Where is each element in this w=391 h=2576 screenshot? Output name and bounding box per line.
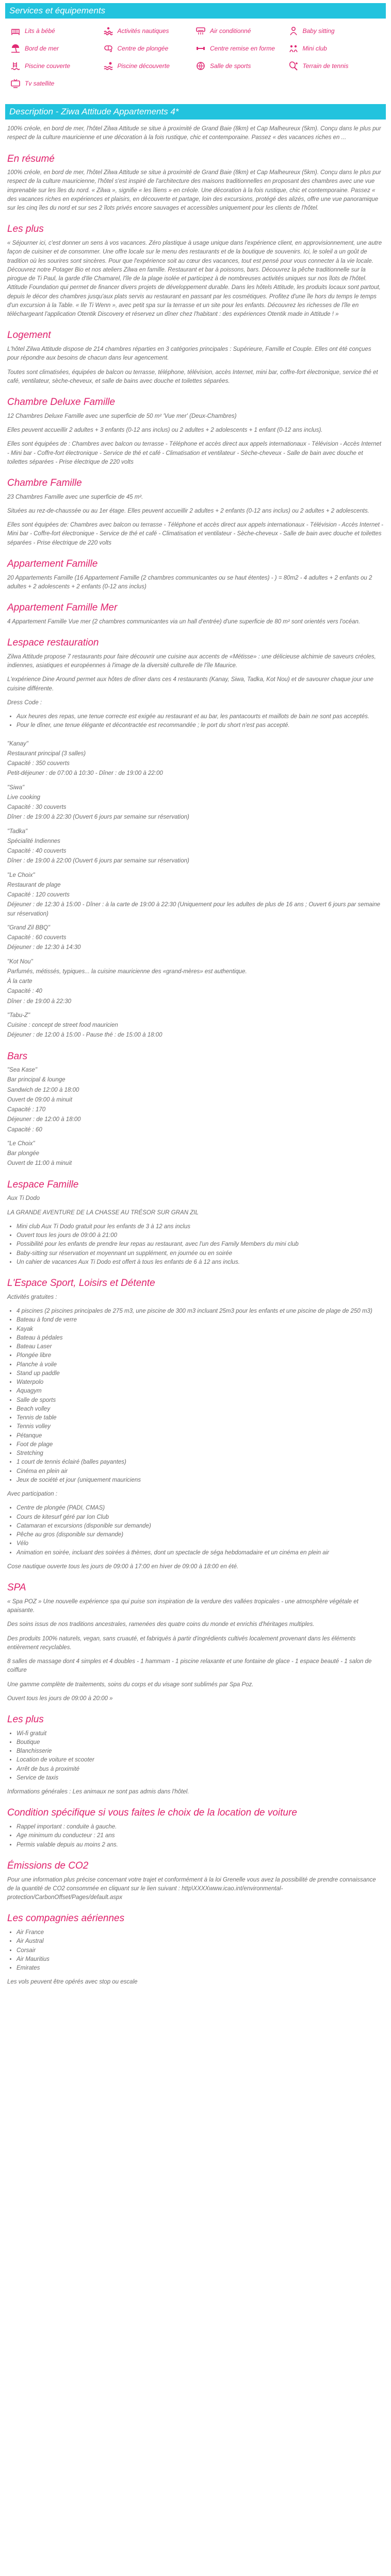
beach-icon bbox=[10, 43, 21, 54]
dumbbell-icon bbox=[196, 43, 206, 54]
pool-outdoor-icon bbox=[103, 61, 113, 71]
list-item: • Un cahier de vacances Aux Ti Dodo est offert à tous les enfants de 6 à 12 ans inclus. bbox=[17, 1258, 384, 1267]
paragraph: 20 Appartements Famille (16 Appartement Famille (2 chambres communicantes ou se haut étentes) - ) = 80m2 - 4 adultes + 2 enfants ou 2 adultes + 2 adolescents + 2 enfants (0-12 ans inclus) bbox=[7, 574, 372, 590]
paragraph: « Spa POZ » Une nouvelle expérience spa qui puise son inspiration de la verdure des vallées tropicales - une atmosphère végétale et apaisante. bbox=[7, 1598, 359, 1614]
equipment-centre-de-plongee bbox=[103, 43, 196, 54]
equipment-bord-de-mer bbox=[10, 43, 103, 54]
paragraph: L'hôtel Zilwa Attitude dispose de 214 chambres réparties en 3 catégories principales : Supérieure, Famille et Couple. Elles ont été conçues pour répondre aux besoins de chacun dans leur agencement. bbox=[7, 346, 371, 362]
equipment-label: Salle de sports bbox=[210, 62, 251, 70]
paragraph: Des soins issus de nos traditions ancestrales, ramenées des quatre coins du monde et enrichis d'héritages multiples. bbox=[7, 1621, 315, 1628]
paragraph: Toutes sont climatisées, équipées de balcon ou terrasse, téléphone, télévision, accès Internet, mini bar, coffre-fort électronique, service thé et café, ventilateur, sèche-cheveux, et salle de bains avec douche et toilettes séparées. bbox=[7, 369, 378, 384]
list-item: • Stand up paddle bbox=[17, 1369, 384, 1378]
paragraph: Elles peuvent accueillir 2 adultes + 3 enfants (0-12 ans inclus) ou 2 adultes + 2 adolescents + 1 enfant (0-12 ans inclus). bbox=[7, 427, 323, 433]
equipment-air-conditionne bbox=[196, 26, 288, 36]
section-title-appartement-famille: Appartement Famille bbox=[7, 558, 98, 569]
info-line: Sandwich de 12:00 à 18:00 bbox=[7, 1087, 79, 1093]
info-line: Ouvert de 11:00 à minuit bbox=[7, 1160, 72, 1167]
info-line: "Le Choix" bbox=[7, 872, 35, 878]
list-item: • Tennis de table bbox=[17, 1414, 384, 1422]
description-intro: 100% créole, en bord de mer, l'hôtel Zilwa Attitude se situe à proximité de Grand Baie (8km) et Cap Malheureux (5km). Conçu dans le plus pur respect de la culture mauricienne et une décoration à la fois rustique, chic et contemporaine. Passez « des vacances riches en ... bbox=[7, 126, 381, 141]
pool-icon bbox=[10, 61, 21, 71]
list-item: • Bateau Laser bbox=[17, 1343, 384, 1351]
list-item: • Pour le dîner, une tenue élégante et décontractée est recommandée ; le port du short n'est pas accepté. bbox=[17, 721, 384, 730]
equipment-label: Piscine découverte bbox=[117, 62, 170, 70]
section-title-chambre-famille: Chambre Famille bbox=[7, 478, 82, 488]
bullet-list bbox=[17, 1928, 384, 1973]
equipment-label: Air conditionné bbox=[210, 27, 251, 35]
bullet-list bbox=[17, 1504, 384, 1557]
equipments-grid bbox=[5, 19, 386, 96]
baby-icon bbox=[288, 26, 299, 36]
info-line: Déjeuner : de 12:00 à 18:00 bbox=[7, 1116, 81, 1123]
list-item: • Cinéma en plein air bbox=[17, 1467, 384, 1476]
info-line: Parfumés, métissés, typiques... la cuisine mauricienne des «grand-mères» est authentique. bbox=[7, 968, 247, 975]
info-line: Capacité : 120 couverts bbox=[7, 892, 70, 898]
list-item: • Permis valable depuis au moins 2 ans. bbox=[17, 1841, 384, 1850]
equipment-piscine-couverte bbox=[10, 61, 103, 71]
list-item: • Catamaran et excursions (disponible sur demande) bbox=[17, 1522, 384, 1531]
info-line: Spécialité Indiennes bbox=[7, 838, 60, 844]
info-line: Bar principal & lounge bbox=[7, 1077, 66, 1083]
paragraph: Une gamme complète de traitements, soins du corps et du visage sont sublimés par Spa Poz. bbox=[7, 1681, 254, 1688]
section-title-emissions-de-co2: Émissions de CO2 bbox=[7, 1860, 89, 1871]
section-title-les-compagnies-aeriennes: Les compagnies aériennes bbox=[7, 1913, 125, 1924]
paragraph: 8 salles de massage dont 4 simples et 4 doubles - 1 hammam - 1 piscine relaxante et une fontaine de glace - 1 espace beauté - 1 salon de coiffure bbox=[7, 1658, 372, 1674]
info-line: Dîner : de 19:00 à 22:00 (Ouvert 6 jours par semaine sur réservation) bbox=[7, 858, 189, 865]
equipment-label: Terrain de tennis bbox=[302, 62, 349, 70]
info-block bbox=[7, 871, 384, 919]
list-item: • Centre de plongée (PADI, CMAS) bbox=[17, 1504, 384, 1513]
list-item: • Pêche au gros (disponible sur demande) bbox=[17, 1531, 384, 1539]
info-line: Restaurant principal (3 salles) bbox=[7, 750, 86, 757]
paragraph: Zilwa Attitude propose 7 restaurants pour faire découvrir une cuisine aux accents de «Métisse» : une délicieuse alchimie de saveurs créoles, indiennes, asiatiques et européennes à l'image de la diversité culturelle de l'île Maurice. bbox=[7, 653, 376, 669]
paragraph: 4 Appartement Famille Vue mer (2 chambres communicantes via un hall d'entrée) d'une superficie de 80 m² sont orientés vers l'océan. bbox=[7, 618, 361, 625]
paragraph: Les vols peuvent être opérés avec stop ou escale bbox=[7, 1979, 138, 1986]
list-item: • Stretching bbox=[17, 1449, 384, 1458]
info-line: Dîner : de 19:00 à 22:30 (Ouvert 6 jours par semaine sur réservation) bbox=[7, 814, 189, 821]
section-title-les-plus: Les plus bbox=[7, 224, 44, 235]
list-item: • Emirates bbox=[17, 1964, 384, 1973]
list-item: • Planche à voile bbox=[17, 1361, 384, 1369]
paragraph: Des produits 100% naturels, vegan, sans cruauté, et fabriqués à partir d'ingrédients cultivés localement provenant dans les éléments entièrement recyclables. bbox=[7, 1635, 356, 1651]
kids-icon bbox=[288, 43, 299, 54]
paragraph: 100% créole, en bord de mer, l'hôtel Zilwa Attitude se situe à proximité de Grand Baie (8km) et Cap Malheureux (5km). Conçu dans le plus pur respect de la culture mauricienne, l'hôtel s'est inspiré de l'architecture des maisons traditionnelles en proposant des chambres avec une vue imprenable sur les îles du nord. « Zilwa », signifie « les îliens » en créole. Une décoration à la fois rustique, chic et contemporaine. Passez « des vacances riches en expériences et plaisirs, en découverte et partage, loin des excursions, protégé des alizés, offre une vue panoramique sur les cinq îles du nord et sur ses 2 îlots privés encore sauvages et accessibles uniquement pour les clients de l'hôtel. bbox=[7, 170, 381, 212]
info-line: Dîner : de 19:00 à 22:30 bbox=[7, 998, 72, 1005]
section-title-appartement-famille-mer: Appartement Famille Mer bbox=[7, 602, 118, 614]
list-item: • Location de voiture et scooter bbox=[17, 1756, 384, 1765]
equipments-header: Services et équipements bbox=[5, 3, 386, 19]
info-line: À la carte bbox=[7, 978, 32, 985]
equipment-salle-de-sports bbox=[196, 61, 288, 71]
equipment-baby-sitting bbox=[288, 26, 381, 36]
list-item: • Air France bbox=[17, 1928, 384, 1937]
paragraph: « Séjourner ici, c'est donner un sens à vos vacances. Zéro plastique à usage unique dans l'expérience client, en approvisionnement, une autre façon de cuisiner et de consommer. Une offre locale sur le menu des restaurants et de la boutique de souvenirs. Ici, le soleil a un goût de tradition où les sourires sont sincères. Pour que l'expérience soit au cœur des vacances, tout est pensé pour vous connecter à la vie locale. Découvrez notre Potager Bio et nos ateliers Zilwa en famille. Restaurant et bar à poissons, bars. Découvrez la pêche traditionnelle sur la pirogue de Ti Paul, la garde d'Ile Chamarel, l'île de la plage isolée et participez à de nombreuses activités uniques sur nos îlots de l'hôtel. Attitude Foundation qui permet de financer divers projets de développement durable. Dans les hôtels Attitude, les produits locaux sont partout, depuis le décor des chambres jusqu'aux plats servis au restaurant en passant par les cosmétiques. Profitez d'une île hors du temps le temps d'un excursion à la Table. « Ile Ti Wenn », avec petit spa sur la terrasse et un site pour les enfants. Découvrez les richesses de l'île en téléchargeant l'application Otentik Discovery et réservez un dîner chez l'habitant : des expériences Otentik made in Attitude ! » bbox=[7, 240, 382, 318]
info-line: Capacité : 60 bbox=[7, 1126, 42, 1133]
list-item: • 4 piscines (2 piscines principales de 275 m3, une piscine de 300 m3 incluant 25m3 pour les enfants et une piscine de plage de 250 m3) bbox=[17, 1307, 384, 1316]
info-line: Capacité : 60 couverts bbox=[7, 935, 67, 941]
info-line: Ouvert de 09:00 à minuit bbox=[7, 1096, 72, 1103]
section-title-lespace-famille: Lespace Famille bbox=[7, 1179, 79, 1190]
info-line: Déjeuner : de 12:30 à 14:30 bbox=[7, 944, 81, 951]
list-item: • Vélo bbox=[17, 1539, 384, 1548]
info-block bbox=[7, 1140, 384, 1168]
info-block bbox=[7, 784, 384, 822]
paragraph: LA GRANDE AVENTURE DE LA CHASSE AU TRÉSOR SUR GRAN ZIL bbox=[7, 1209, 199, 1216]
description-content bbox=[5, 120, 386, 1987]
info-line: Live cooking bbox=[7, 794, 40, 801]
paragraph: Activités gratuites : bbox=[7, 1294, 57, 1300]
info-block bbox=[7, 958, 384, 1006]
list-item: • Waterpolo bbox=[17, 1378, 384, 1387]
list-item: • Animation en soirée, incluant des soirées à thèmes, dont un spectacle de séga hebdomadaire et un cinéma en plein air bbox=[17, 1549, 384, 1557]
paragraph: Pour une information plus précise concernant votre trajet et conformément à la loi Grenelle vous avez la possibilité de prendre connaissance de la quantité de CO2 consommée en cliquant sur le lien suivant : http\XXXXwww.icao.int/environmental-protection/CarbonOffset/Pages/default.aspx bbox=[7, 1876, 376, 1901]
list-item: • Pétanque bbox=[17, 1432, 384, 1440]
paragraph: Elles sont équipées de : Chambres avec balcon ou terrasse - Téléphone et accès direct aux appels internationaux - Télévision - Accès Internet - Mini bar - Coffre-fort électronique - Service de thé et café - Climatisation et ventilateur - Sèche-cheveux - Salle de bain avec douche et toilettes séparées - Prise électrique de 220 volts bbox=[7, 441, 382, 465]
tv-icon bbox=[10, 78, 21, 89]
description-header: Description - Ziwa Attitude Appartements 4* bbox=[5, 104, 386, 120]
list-item: • Blanchisserie bbox=[17, 1747, 384, 1756]
info-line: Déjeuner : de 12:00 à 15:00 - Pause thé : de 15:00 à 18:00 bbox=[7, 1032, 162, 1039]
info-line: Capacité : 170 bbox=[7, 1107, 46, 1113]
equipment-label: Activités nautiques bbox=[117, 27, 169, 35]
list-item: • Salle de sports bbox=[17, 1396, 384, 1405]
list-item: • Kayak bbox=[17, 1325, 384, 1334]
paragraph: Informations générales : Les animaux ne sont pas admis dans l'hôtel. bbox=[7, 1789, 189, 1795]
air-conditioner-icon bbox=[196, 26, 206, 36]
list-item: • Aux heures des repas, une tenue correcte est exigée au restaurant et au bar, les pantacourts et maillots de bain ne sont pas acceptés. bbox=[17, 713, 384, 721]
list-item: • Arrêt de bus à proximité bbox=[17, 1765, 384, 1774]
sports-icon bbox=[196, 61, 206, 71]
info-line: Petit-déjeuner : de 07:00 à 10:30 - Dîner : de 19:00 à 22:00 bbox=[7, 770, 163, 777]
info-block bbox=[7, 740, 384, 778]
paragraph: L'expérience Dine Around permet aux hôtes de dîner dans ces 4 restaurants (Kanay, Siwa, Tadka, Kot Nou) et de savourer chaque jour une cuisine différente. bbox=[7, 676, 374, 692]
bullet-list bbox=[17, 1307, 384, 1485]
list-item: • Corsair bbox=[17, 1946, 384, 1955]
paragraph: Dress Code : bbox=[7, 699, 42, 706]
equipment-centre-remise-en-forme bbox=[196, 43, 288, 54]
section-title-l-espace-sport-loisirs-et-detente: L'Espace Sport, Loisirs et Détente bbox=[7, 1278, 155, 1289]
equipment-tv-satellite bbox=[10, 78, 103, 89]
section-title-spa: SPA bbox=[7, 1582, 26, 1594]
bullet-list bbox=[17, 1730, 384, 1783]
equipment-label: Centre remise en forme bbox=[210, 45, 275, 52]
crib-icon bbox=[10, 26, 21, 36]
tennis-icon bbox=[288, 61, 299, 71]
info-line: "Tabu-Z" bbox=[7, 1012, 30, 1019]
equipment-label: Lits à bébé bbox=[25, 27, 55, 35]
paragraph: 12 Chambres Deluxe Famille avec une superficie de 50 m² 'Vue mer' (Deux-Chambres) bbox=[7, 413, 237, 419]
list-item: • Wi-fi gratuit bbox=[17, 1730, 384, 1738]
paragraph: Situées au rez-de-chaussée ou au 1er étage. Elles peuvent accueillir 2 adultes + 2 enfants (0-12 ans inclus) ou 2 adultes + 2 adolescents. bbox=[7, 507, 369, 514]
list-item: • Jeux de société et jour (uniquement mauriciens bbox=[17, 1476, 384, 1485]
bullet-list bbox=[17, 713, 384, 731]
info-line: Capacité : 350 couverts bbox=[7, 760, 70, 767]
list-item: • Cours de kitesurf géré par Ion Club bbox=[17, 1513, 384, 1522]
equipment-label: Piscine couverte bbox=[25, 62, 71, 70]
section-title-logement: Logement bbox=[7, 330, 51, 341]
info-line: "Kanay" bbox=[7, 740, 28, 747]
paragraph: Elles sont équipées de: Chambres avec balcon ou terrasse - Téléphone et accès direct aux appels internationaux - Télévision - Accès Internet - Mini bar - Coffre-fort électronique - Service de thé et café - Climatisation et ventilateur - Sèche-cheveux - Salle de bain avec douche et toilettes séparées - Prise électrique de 220 volts bbox=[7, 522, 383, 546]
list-item: • Bateau à pédales bbox=[17, 1334, 384, 1343]
info-line: Déjeuner : de 12:30 à 15:00 - Dîner : à la carte de 19:00 à 22:30 (Uniquement pour les adultes de plus de 16 ans ; Ouvert 6 jours par semaine sur réservation) bbox=[7, 902, 381, 917]
spacer bbox=[7, 736, 384, 740]
paragraph: 23 Chambres Famille avec une superficie de 45 m². bbox=[7, 494, 143, 500]
list-item: • 1 court de tennis éclairé (balles payantes) bbox=[17, 1458, 384, 1467]
section-title-condition-specifique-si-vous-faites-le-choix-de-la-location-de-voiture: Condition spécifique si vous faites le choix de la location de voiture bbox=[7, 1807, 297, 1819]
equipment-label: Tv satellite bbox=[25, 80, 55, 87]
section-title-chambre-deluxe-famille: Chambre Deluxe Famille bbox=[7, 397, 116, 408]
info-block bbox=[7, 827, 384, 866]
info-line: "Kot Nou" bbox=[7, 958, 33, 965]
diving-icon bbox=[103, 43, 113, 54]
info-line: "Tadka" bbox=[7, 828, 28, 835]
info-line: Capacité : 40 couverts bbox=[7, 848, 67, 854]
list-item: • Rappel important : conduite à gauche. bbox=[17, 1823, 384, 1832]
equipment-terrain-de-tennis bbox=[288, 61, 381, 71]
paragraph: Ouvert tous les jours de 09:00 à 20:00 » bbox=[7, 1695, 113, 1702]
list-item: • Air Mauritius bbox=[17, 1955, 384, 1964]
equipment-label: Centre de plongée bbox=[117, 45, 169, 52]
info-line: Bar plongée bbox=[7, 1150, 40, 1157]
list-item: • Possibilité pour les enfants de prendre leur repas au restaurant, avec l'un des Family Members du mini club bbox=[17, 1240, 384, 1249]
list-item: • Plongée libre bbox=[17, 1351, 384, 1360]
info-line: Capacité : 30 couverts bbox=[7, 804, 67, 810]
equipment-lits-a-bebe bbox=[10, 26, 103, 36]
list-item: • Boutique bbox=[17, 1738, 384, 1747]
list-item: • Ouvert tous les jours de 09:00 à 21:00 bbox=[17, 1231, 384, 1240]
info-line: Capacité : 40 bbox=[7, 988, 42, 995]
list-item: • Foot de plage bbox=[17, 1440, 384, 1449]
equipment-label: Mini club bbox=[302, 45, 327, 52]
list-item: • Beach volley bbox=[17, 1405, 384, 1414]
equipment-activites-nautiques bbox=[103, 26, 196, 36]
paragraph: Avec participation : bbox=[7, 1491, 57, 1498]
bullet-list bbox=[17, 1823, 384, 1850]
section-title-les-plus: Les plus bbox=[7, 1714, 44, 1725]
info-line: "Sea Kase" bbox=[7, 1067, 38, 1074]
equipment-piscine-decouverte bbox=[103, 61, 196, 71]
bullet-list bbox=[17, 1223, 384, 1267]
list-item: • Service de taxis bbox=[17, 1774, 384, 1783]
list-item: • Aquagym bbox=[17, 1387, 384, 1396]
equipment-label: Bord de mer bbox=[25, 45, 59, 52]
list-item: • Air Austral bbox=[17, 1937, 384, 1946]
list-item: • Bateau à fond de verre bbox=[17, 1316, 384, 1325]
equipment-mini-club bbox=[288, 43, 381, 54]
section-title-lespace-restauration: Lespace restauration bbox=[7, 637, 99, 649]
info-line: Cuisine : concept de street food mauricien bbox=[7, 1022, 118, 1028]
section-title-bars: Bars bbox=[7, 1050, 28, 1062]
list-item: • Tennis volley bbox=[17, 1422, 384, 1431]
info-line: "Grand Zil BBQ" bbox=[7, 924, 50, 931]
info-line: "Le Choix" bbox=[7, 1140, 35, 1147]
wave-icon bbox=[103, 26, 113, 36]
paragraph: Cose nautique ouverte tous les jours de 09:00 à 17:00 en hiver de 09:00 à 18:00 en été. bbox=[7, 1563, 239, 1570]
section-title-en-resume: En résumé bbox=[7, 153, 55, 164]
info-block bbox=[7, 1066, 384, 1134]
info-block bbox=[7, 1011, 384, 1040]
info-line: Restaurant de plage bbox=[7, 882, 61, 888]
info-line: "Siwa" bbox=[7, 784, 25, 791]
list-item: • Mini club Aux Ti Dodo gratuit pour les enfants de 3 à 12 ans inclus bbox=[17, 1223, 384, 1231]
list-item: • Age minimum du conducteur : 21 ans bbox=[17, 1832, 384, 1840]
list-item: • Baby-sitting sur réservation et moyennant un supplément, en journée ou en soirée bbox=[17, 1249, 384, 1258]
equipment-label: Baby sitting bbox=[302, 27, 335, 35]
paragraph: Aux Ti Dodo bbox=[7, 1195, 40, 1202]
info-block bbox=[7, 924, 384, 953]
